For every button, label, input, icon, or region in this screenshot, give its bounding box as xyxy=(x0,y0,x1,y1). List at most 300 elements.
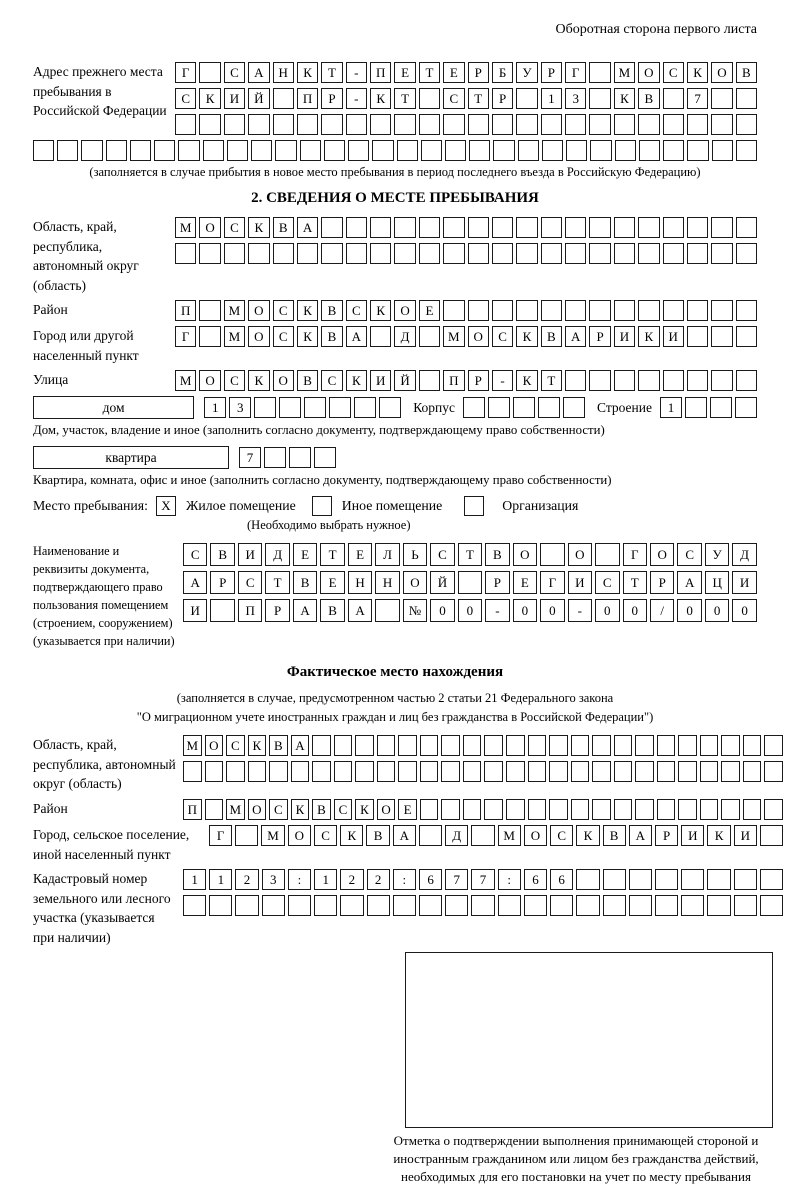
char-box[interactable] xyxy=(226,761,245,782)
char-box[interactable]: 0 xyxy=(732,599,756,622)
char-box[interactable] xyxy=(614,370,635,391)
char-box[interactable]: П xyxy=(238,599,262,622)
char-box[interactable]: И xyxy=(614,326,635,347)
char-box[interactable]: 2 xyxy=(340,869,363,890)
char-box[interactable] xyxy=(571,799,590,820)
char-box[interactable] xyxy=(420,761,439,782)
char-box[interactable]: 6 xyxy=(524,869,547,890)
char-box[interactable] xyxy=(629,869,652,890)
char-box[interactable]: - xyxy=(568,599,592,622)
char-box[interactable] xyxy=(721,799,740,820)
char-box[interactable]: С xyxy=(346,300,367,321)
char-box[interactable]: Н xyxy=(273,62,294,83)
char-box[interactable] xyxy=(394,217,415,238)
char-box[interactable]: Т xyxy=(419,62,440,83)
char-box[interactable] xyxy=(563,397,585,418)
char-box[interactable]: Р xyxy=(541,62,562,83)
char-box[interactable] xyxy=(419,825,442,846)
char-box[interactable] xyxy=(314,447,336,468)
char-box[interactable] xyxy=(398,761,417,782)
char-box[interactable] xyxy=(488,397,510,418)
char-box[interactable]: С xyxy=(224,62,245,83)
char-box[interactable] xyxy=(576,869,599,890)
char-box[interactable] xyxy=(468,300,489,321)
char-box[interactable]: Т xyxy=(321,62,342,83)
char-box[interactable]: И xyxy=(224,88,245,109)
char-box[interactable]: 3 xyxy=(229,397,251,418)
char-box[interactable] xyxy=(248,761,267,782)
char-box[interactable] xyxy=(516,217,537,238)
char-box[interactable] xyxy=(224,114,245,135)
char-box[interactable] xyxy=(743,799,762,820)
char-box[interactable] xyxy=(492,300,513,321)
char-box[interactable]: В xyxy=(320,599,344,622)
char-box[interactable] xyxy=(468,217,489,238)
char-box[interactable] xyxy=(463,761,482,782)
char-box[interactable]: Г xyxy=(623,543,647,566)
char-box[interactable]: : xyxy=(393,869,416,890)
char-box[interactable] xyxy=(687,300,708,321)
char-box[interactable]: Т xyxy=(623,571,647,594)
char-box[interactable]: М xyxy=(226,799,245,820)
char-box[interactable] xyxy=(269,761,288,782)
char-box[interactable]: 0 xyxy=(595,599,619,622)
char-box[interactable] xyxy=(735,397,757,418)
char-box[interactable] xyxy=(541,243,562,264)
char-box[interactable]: М xyxy=(175,370,196,391)
char-box[interactable] xyxy=(629,895,652,916)
char-box[interactable] xyxy=(614,761,633,782)
char-box[interactable]: В xyxy=(269,735,288,756)
char-box[interactable]: А xyxy=(297,217,318,238)
char-box[interactable] xyxy=(379,397,401,418)
char-box[interactable] xyxy=(528,735,547,756)
char-box[interactable] xyxy=(736,326,757,347)
char-box[interactable]: О xyxy=(524,825,547,846)
char-box[interactable] xyxy=(614,300,635,321)
char-box[interactable] xyxy=(638,217,659,238)
char-box[interactable]: К xyxy=(370,88,391,109)
char-box[interactable] xyxy=(262,895,285,916)
char-box[interactable] xyxy=(614,243,635,264)
char-box[interactable]: - xyxy=(346,88,367,109)
char-box[interactable] xyxy=(518,140,539,161)
char-box[interactable] xyxy=(540,543,564,566)
char-box[interactable] xyxy=(681,895,704,916)
char-box[interactable] xyxy=(657,799,676,820)
char-box[interactable] xyxy=(603,869,626,890)
char-box[interactable] xyxy=(321,217,342,238)
char-box[interactable] xyxy=(183,761,202,782)
char-box[interactable]: 3 xyxy=(565,88,586,109)
char-box[interactable]: Т xyxy=(541,370,562,391)
char-box[interactable]: К xyxy=(199,88,220,109)
char-box[interactable]: С xyxy=(226,735,245,756)
char-box[interactable] xyxy=(420,735,439,756)
char-box[interactable] xyxy=(736,114,757,135)
char-box[interactable] xyxy=(441,761,460,782)
char-box[interactable]: Ц xyxy=(705,571,729,594)
char-box[interactable] xyxy=(445,140,466,161)
char-box[interactable] xyxy=(199,62,220,83)
char-box[interactable]: В xyxy=(366,825,389,846)
char-box[interactable] xyxy=(81,140,102,161)
char-box[interactable]: О xyxy=(638,62,659,83)
char-box[interactable]: А xyxy=(183,571,207,594)
char-box[interactable]: О xyxy=(468,326,489,347)
char-box[interactable]: Р xyxy=(468,370,489,391)
checkbox-other-premises[interactable] xyxy=(312,496,332,516)
char-box[interactable]: Р xyxy=(650,571,674,594)
char-box[interactable]: А xyxy=(291,735,310,756)
char-box[interactable] xyxy=(57,140,78,161)
char-box[interactable]: М xyxy=(614,62,635,83)
char-box[interactable] xyxy=(571,735,590,756)
char-box[interactable] xyxy=(721,761,740,782)
char-box[interactable] xyxy=(635,735,654,756)
char-box[interactable] xyxy=(589,370,610,391)
char-box[interactable] xyxy=(589,88,610,109)
char-box[interactable]: В xyxy=(273,217,294,238)
char-box[interactable] xyxy=(492,217,513,238)
char-box[interactable] xyxy=(321,243,342,264)
char-box[interactable]: К xyxy=(614,88,635,109)
char-box[interactable] xyxy=(372,140,393,161)
char-box[interactable] xyxy=(443,243,464,264)
char-box[interactable] xyxy=(264,447,286,468)
char-box[interactable] xyxy=(205,761,224,782)
char-box[interactable] xyxy=(707,869,730,890)
char-box[interactable]: Р xyxy=(265,599,289,622)
char-box[interactable] xyxy=(711,114,732,135)
char-box[interactable] xyxy=(663,217,684,238)
char-box[interactable]: Р xyxy=(485,571,509,594)
char-box[interactable]: С xyxy=(224,370,245,391)
char-box[interactable] xyxy=(550,895,573,916)
char-box[interactable]: - xyxy=(492,370,513,391)
char-box[interactable]: С xyxy=(269,799,288,820)
char-box[interactable] xyxy=(592,799,611,820)
char-box[interactable]: 7 xyxy=(445,869,468,890)
char-box[interactable] xyxy=(663,370,684,391)
char-box[interactable] xyxy=(614,114,635,135)
char-box[interactable] xyxy=(736,300,757,321)
char-box[interactable] xyxy=(377,761,396,782)
char-box[interactable] xyxy=(681,869,704,890)
char-box[interactable] xyxy=(678,735,697,756)
char-box[interactable] xyxy=(469,140,490,161)
char-box[interactable]: Г xyxy=(175,62,196,83)
char-box[interactable]: М xyxy=(175,217,196,238)
char-box[interactable] xyxy=(516,114,537,135)
char-box[interactable] xyxy=(589,114,610,135)
char-box[interactable]: А xyxy=(346,326,367,347)
char-box[interactable]: 0 xyxy=(458,599,482,622)
char-box[interactable] xyxy=(516,88,537,109)
char-box[interactable]: Р xyxy=(655,825,678,846)
char-box[interactable]: К xyxy=(248,370,269,391)
char-box[interactable] xyxy=(33,140,54,161)
char-box[interactable]: П xyxy=(370,62,391,83)
char-box[interactable] xyxy=(492,243,513,264)
char-box[interactable]: С xyxy=(273,300,294,321)
char-box[interactable] xyxy=(175,243,196,264)
char-box[interactable] xyxy=(638,370,659,391)
char-box[interactable]: С xyxy=(238,571,262,594)
char-box[interactable]: 6 xyxy=(419,869,442,890)
char-box[interactable]: : xyxy=(288,869,311,890)
char-box[interactable]: У xyxy=(516,62,537,83)
char-box[interactable]: М xyxy=(224,300,245,321)
char-box[interactable]: А xyxy=(293,599,317,622)
char-box[interactable]: И xyxy=(732,571,756,594)
char-box[interactable]: В xyxy=(603,825,626,846)
char-box[interactable]: Й xyxy=(430,571,454,594)
char-box[interactable] xyxy=(235,895,258,916)
char-box[interactable]: О xyxy=(248,799,267,820)
char-box[interactable] xyxy=(528,761,547,782)
char-box[interactable]: Т xyxy=(468,88,489,109)
char-box[interactable] xyxy=(663,300,684,321)
char-box[interactable] xyxy=(711,88,732,109)
char-box[interactable] xyxy=(524,895,547,916)
char-box[interactable]: О xyxy=(403,571,427,594)
char-box[interactable]: П xyxy=(183,799,202,820)
char-box[interactable]: О xyxy=(650,543,674,566)
char-box[interactable] xyxy=(549,761,568,782)
char-box[interactable] xyxy=(565,114,586,135)
char-box[interactable] xyxy=(248,243,269,264)
char-box[interactable] xyxy=(334,735,353,756)
char-box[interactable]: 1 xyxy=(204,397,226,418)
char-box[interactable] xyxy=(760,895,783,916)
char-box[interactable]: С xyxy=(224,217,245,238)
char-box[interactable]: С xyxy=(321,370,342,391)
char-box[interactable]: О xyxy=(248,326,269,347)
char-box[interactable] xyxy=(542,140,563,161)
char-box[interactable] xyxy=(707,895,730,916)
char-box[interactable]: Е xyxy=(394,62,415,83)
char-box[interactable]: Е xyxy=(320,571,344,594)
char-box[interactable]: 2 xyxy=(367,869,390,890)
char-box[interactable]: К xyxy=(297,326,318,347)
char-box[interactable] xyxy=(273,114,294,135)
char-box[interactable]: Д xyxy=(394,326,415,347)
char-box[interactable] xyxy=(678,761,697,782)
char-box[interactable] xyxy=(657,761,676,782)
char-box[interactable] xyxy=(355,761,374,782)
char-box[interactable] xyxy=(711,326,732,347)
char-box[interactable]: И xyxy=(568,571,592,594)
char-box[interactable]: П xyxy=(443,370,464,391)
char-box[interactable] xyxy=(397,140,418,161)
char-box[interactable]: Е xyxy=(419,300,440,321)
char-box[interactable]: Г xyxy=(565,62,586,83)
char-box[interactable] xyxy=(288,895,311,916)
char-box[interactable] xyxy=(300,140,321,161)
char-box[interactable] xyxy=(743,761,762,782)
char-box[interactable] xyxy=(736,217,757,238)
char-box[interactable] xyxy=(635,799,654,820)
char-box[interactable]: М xyxy=(224,326,245,347)
char-box[interactable]: Т xyxy=(394,88,415,109)
char-box[interactable] xyxy=(154,140,175,161)
char-box[interactable]: Т xyxy=(458,543,482,566)
char-box[interactable] xyxy=(592,761,611,782)
char-box[interactable]: П xyxy=(175,300,196,321)
char-box[interactable]: Й xyxy=(248,88,269,109)
char-box[interactable]: В xyxy=(297,370,318,391)
char-box[interactable] xyxy=(549,735,568,756)
char-box[interactable] xyxy=(711,370,732,391)
char-box[interactable] xyxy=(712,140,733,161)
char-box[interactable]: О xyxy=(199,370,220,391)
char-box[interactable]: К xyxy=(687,62,708,83)
char-box[interactable]: Г xyxy=(209,825,232,846)
char-box[interactable] xyxy=(227,140,248,161)
char-box[interactable] xyxy=(203,140,224,161)
char-box[interactable]: С xyxy=(443,88,464,109)
char-box[interactable]: С xyxy=(492,326,513,347)
char-box[interactable]: С xyxy=(175,88,196,109)
char-box[interactable]: Р xyxy=(321,88,342,109)
char-box[interactable]: С xyxy=(677,543,701,566)
char-box[interactable]: И xyxy=(663,326,684,347)
char-box[interactable] xyxy=(516,243,537,264)
char-box[interactable] xyxy=(663,140,684,161)
char-box[interactable] xyxy=(289,447,311,468)
char-box[interactable] xyxy=(687,370,708,391)
char-box[interactable]: А xyxy=(393,825,416,846)
char-box[interactable] xyxy=(595,543,619,566)
char-box[interactable] xyxy=(297,114,318,135)
char-box[interactable]: И xyxy=(681,825,704,846)
char-box[interactable]: С xyxy=(314,825,337,846)
char-box[interactable]: К xyxy=(355,799,374,820)
char-box[interactable] xyxy=(678,799,697,820)
char-box[interactable] xyxy=(528,799,547,820)
char-box[interactable]: В xyxy=(638,88,659,109)
char-box[interactable] xyxy=(565,243,586,264)
char-box[interactable] xyxy=(354,397,376,418)
char-box[interactable] xyxy=(538,397,560,418)
char-box[interactable] xyxy=(312,761,331,782)
char-box[interactable]: Е xyxy=(513,571,537,594)
char-box[interactable] xyxy=(304,397,326,418)
char-box[interactable] xyxy=(663,243,684,264)
char-box[interactable]: Е xyxy=(293,543,317,566)
char-box[interactable]: О xyxy=(377,799,396,820)
char-box[interactable] xyxy=(463,735,482,756)
char-box[interactable] xyxy=(614,735,633,756)
char-box[interactable] xyxy=(443,114,464,135)
char-box[interactable]: Г xyxy=(540,571,564,594)
char-box[interactable] xyxy=(175,114,196,135)
char-box[interactable] xyxy=(443,217,464,238)
char-box[interactable]: Т xyxy=(265,571,289,594)
char-box[interactable] xyxy=(603,895,626,916)
char-box[interactable] xyxy=(471,825,494,846)
char-box[interactable]: А xyxy=(248,62,269,83)
char-box[interactable] xyxy=(370,243,391,264)
char-box[interactable] xyxy=(367,895,390,916)
char-box[interactable] xyxy=(419,895,442,916)
char-box[interactable] xyxy=(441,735,460,756)
char-box[interactable]: Т xyxy=(320,543,344,566)
char-box[interactable] xyxy=(199,326,220,347)
char-box[interactable] xyxy=(614,799,633,820)
char-box[interactable]: Е xyxy=(348,543,372,566)
char-box[interactable] xyxy=(458,571,482,594)
char-box[interactable]: Н xyxy=(375,571,399,594)
char-box[interactable] xyxy=(566,140,587,161)
char-box[interactable] xyxy=(346,114,367,135)
char-box[interactable] xyxy=(721,735,740,756)
char-box[interactable] xyxy=(506,761,525,782)
char-box[interactable] xyxy=(710,397,732,418)
char-box[interactable] xyxy=(687,140,708,161)
char-box[interactable] xyxy=(420,799,439,820)
char-box[interactable] xyxy=(655,895,678,916)
char-box[interactable] xyxy=(370,326,391,347)
char-box[interactable]: В xyxy=(541,326,562,347)
char-box[interactable]: 0 xyxy=(540,599,564,622)
char-box[interactable]: С xyxy=(550,825,573,846)
char-box[interactable] xyxy=(340,895,363,916)
char-box[interactable]: № xyxy=(403,599,427,622)
char-box[interactable]: - xyxy=(485,599,509,622)
char-box[interactable] xyxy=(346,243,367,264)
char-box[interactable] xyxy=(576,895,599,916)
char-box[interactable] xyxy=(565,300,586,321)
char-box[interactable]: Р xyxy=(492,88,513,109)
char-box[interactable]: К xyxy=(248,735,267,756)
char-box[interactable]: 1 xyxy=(209,869,232,890)
char-box[interactable] xyxy=(398,735,417,756)
char-box[interactable] xyxy=(419,217,440,238)
char-box[interactable]: М xyxy=(498,825,521,846)
char-box[interactable]: М xyxy=(183,735,202,756)
char-box[interactable]: К xyxy=(248,217,269,238)
char-box[interactable]: / xyxy=(650,599,674,622)
char-box[interactable] xyxy=(700,799,719,820)
char-box[interactable] xyxy=(592,735,611,756)
char-box[interactable]: 0 xyxy=(513,599,537,622)
char-box[interactable]: Д xyxy=(732,543,756,566)
char-box[interactable]: К xyxy=(340,825,363,846)
char-box[interactable]: К xyxy=(516,370,537,391)
char-box[interactable] xyxy=(687,217,708,238)
char-box[interactable]: С xyxy=(663,62,684,83)
char-box[interactable] xyxy=(419,243,440,264)
char-box[interactable]: О xyxy=(273,370,294,391)
char-box[interactable]: В xyxy=(736,62,757,83)
char-box[interactable] xyxy=(445,895,468,916)
char-box[interactable]: К xyxy=(576,825,599,846)
char-box[interactable] xyxy=(273,88,294,109)
char-box[interactable]: В xyxy=(321,326,342,347)
char-box[interactable] xyxy=(711,300,732,321)
char-box[interactable] xyxy=(484,761,503,782)
char-box[interactable] xyxy=(106,140,127,161)
char-box[interactable] xyxy=(541,300,562,321)
char-box[interactable]: : xyxy=(498,869,521,890)
char-box[interactable] xyxy=(199,300,220,321)
char-box[interactable] xyxy=(663,114,684,135)
char-box[interactable]: К xyxy=(370,300,391,321)
char-box[interactable] xyxy=(421,140,442,161)
char-box[interactable]: К xyxy=(346,370,367,391)
